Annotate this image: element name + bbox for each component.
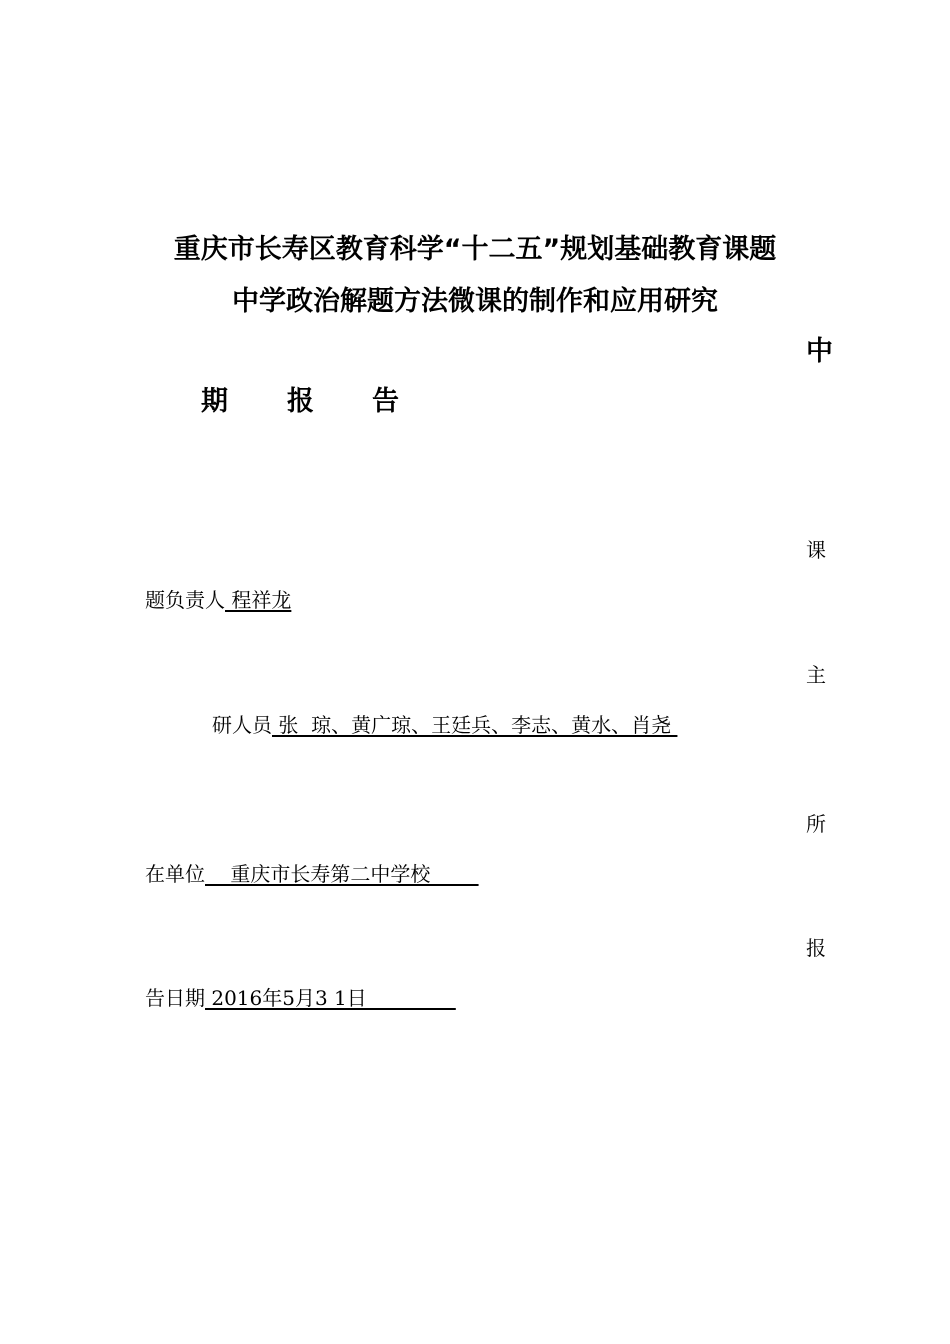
date-label: 告日期 [145,986,205,1010]
report-type-char-gao: 告 [372,386,399,417]
leader-field [145,586,291,614]
researchers-label: 研人员 [212,713,272,737]
report-type-char-zhong: 中 [806,336,833,367]
leader-value: 程祥龙 [225,588,292,612]
unit-field [145,860,479,888]
date-label-start: 报 [806,936,826,960]
leader-label: 题负责人 [145,588,225,612]
unit-value: 重庆市长寿第二中学校_ [205,862,479,886]
document-title-line-1: 重庆市长寿区教育科学“十二五”规划基础教育课题 [173,234,777,265]
leader-label-start: 课 [806,538,826,562]
date-value: 2016年5月3 1日 [205,986,456,1010]
researchers-field [212,711,677,739]
date-field [145,984,456,1012]
unit-label-start: 所 [806,812,826,836]
researchers-label-start: 主 [806,663,826,687]
document-title-line-2: 中学政治解题方法微课的制作和应用研究 [232,286,718,317]
unit-label: 在单位 [145,862,205,886]
report-type-char-bao: 报 [287,386,314,417]
report-type-char-qi: 期 [201,386,228,417]
researchers-value: 张 琼、黄广琼、王廷兵、李志、黄水、肖尧 [272,713,678,737]
